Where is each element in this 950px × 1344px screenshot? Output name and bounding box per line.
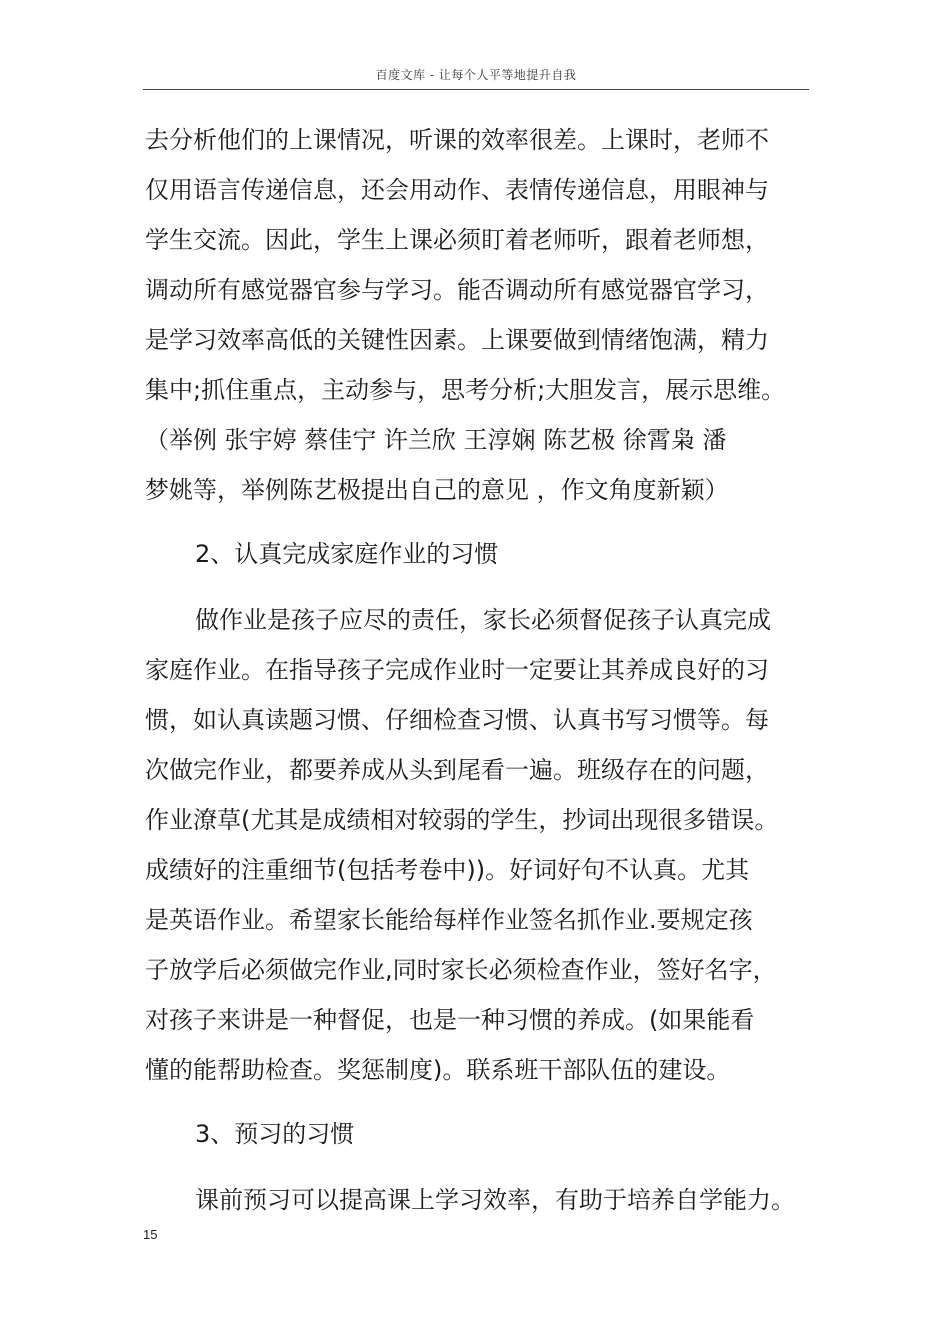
- page-header: 百度文库 - 让每个人平等地提升自我: [375, 68, 577, 82]
- paragraph-1-line: 是学习效率高低的关键性因素。上课要做到情绪饱满，精力: [145, 326, 769, 354]
- paragraph-1-line: 梦姚等，举例陈艺极提出自己的意见 ，作文角度新颖）: [145, 476, 729, 504]
- paragraph-2-line: 子放学后必须做完作业,同时家长必须检查作业，签好名字，: [145, 956, 777, 984]
- paragraph-2-line: 对孩子来讲是一种督促，也是一种习惯的养成。(如果能看: [145, 1006, 755, 1034]
- paragraph-1-line: 去分析他们的上课情况，听课的效率很差。上课时，老师不: [145, 126, 769, 154]
- page-number: 15: [143, 1227, 158, 1242]
- paragraph-3: [145, 1175, 815, 1225]
- header-divider: [143, 89, 809, 90]
- paragraph-1-line: 调动所有感觉器官参与学习。能否调动所有感觉器官学习，: [145, 276, 769, 304]
- paragraph-1-line: 学生交流。因此，学生上课必须盯着老师听，跟着老师想，: [145, 226, 769, 254]
- paragraph-2-line: 懂的能帮助检查。奖惩制度)。联系班干部队伍的建设。: [145, 1056, 731, 1084]
- paragraph-2-line: 成绩好的注重细节(包括考卷中))。好词好句不认真。尤其: [145, 856, 750, 884]
- paragraph-1-line: 仅用语言传递信息，还会用动作、表情传递信息，用眼神与: [145, 176, 769, 204]
- paragraph-1: [145, 115, 815, 515]
- paragraph-2: [145, 595, 815, 1095]
- paragraph-3-line: 课前预习可以提高课上学习效率，有助于培养自学能力。: [195, 1186, 795, 1214]
- paragraph-2-line: 家庭作业。在指导孩子完成作业时一定要让其养成良好的习: [145, 656, 769, 684]
- paragraph-2-line: 做作业是孩子应尽的责任，家长必须督促孩子认真完成: [195, 606, 771, 634]
- paragraph-2-line: 是英语作业。希望家长能给每样作业签名抓作业.要规定孩: [145, 906, 753, 934]
- section-heading-2: 2、认真完成家庭作业的习惯: [195, 540, 499, 568]
- paragraph-2-line: 作业潦草(尤其是成绩相对较弱的学生，抄词出现很多错误。: [145, 806, 779, 834]
- paragraph-1-line: 集中;抓住重点，主动参与，思考分析;大胆发言，展示思维。: [145, 376, 786, 404]
- paragraph-1-line: （举例 张宇婷 蔡佳宁 许兰欣 王淳娴 陈艺极 徐霄枭 潘: [145, 426, 727, 454]
- paragraph-2-line: 惯，如认真读题习惯、仔细检查习惯、认真书写习惯等。每: [145, 706, 769, 734]
- paragraph-2-line: 次做完作业，都要养成从头到尾看一遍。班级存在的问题，: [145, 756, 769, 784]
- section-heading-3: 3、预习的习惯: [195, 1120, 355, 1148]
